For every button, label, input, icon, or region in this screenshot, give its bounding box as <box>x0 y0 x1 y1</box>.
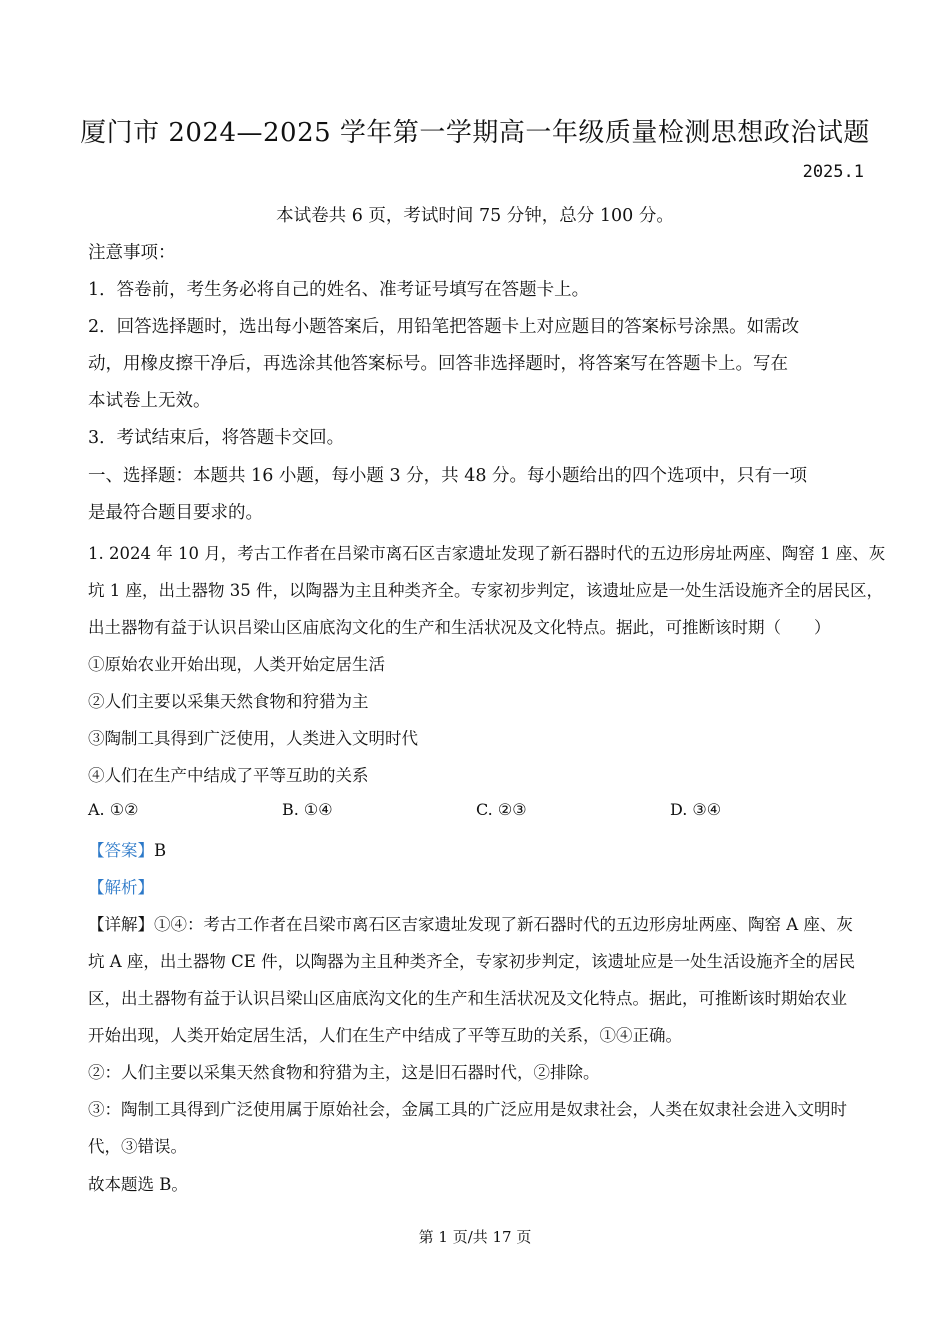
notice-item: 本试卷上无效。 <box>88 391 211 411</box>
detail-text: ②：人们主要以采集天然食物和狩猎为主，这是旧石器时代，②排除。 <box>88 1063 600 1082</box>
detail-text: 区，出土器物有益于认识吕梁山区庙底沟文化的生产和生活状况及文化特点。据此，可推断该时期始农业 <box>88 989 847 1008</box>
intro-line: 本试卷共 6 页，考试时间 75 分钟，总分 100 分。 <box>276 206 674 226</box>
analysis-line <box>88 874 154 898</box>
notice-heading: 注意事项： <box>88 243 176 263</box>
detail-label: 【详解】 <box>88 915 154 934</box>
exam-date: 2025.1 <box>802 162 864 182</box>
question-stem: 出土器物有益于认识吕梁山区庙底沟文化的生产和生活状况及文化特点。据此，可推断该时期（ ） <box>88 618 831 637</box>
detail-line <box>88 911 853 935</box>
detail-text: 坑 A 座，出土器物 CE 件，以陶器为主且种类齐全，专家初步判定，该遗址应是一处生活设施齐全的居民 <box>88 952 856 971</box>
page-footer: 第 1 页/共 17 页 <box>418 1228 532 1246</box>
answer-value: B <box>154 841 167 860</box>
answer-line <box>88 837 166 861</box>
question-stem: 坑 1 座，出土器物 35 件，以陶器为主且种类齐全。专家初步判定，该遗址应是一处生活设施齐全的居民区， <box>88 581 883 600</box>
section-heading-cont: 是最符合题目要求的。 <box>88 503 263 523</box>
answer-label: 【答案】 <box>88 841 154 860</box>
statement: ④人们在生产中结成了平等互助的关系 <box>88 766 369 785</box>
statement: ③陶制工具得到广泛使用，人类进入文明时代 <box>88 729 418 748</box>
page-title: 厦门市 2024—2025 学年第一学期高一年级质量检测思想政治试题 <box>80 118 870 148</box>
option-c: C. ②③ <box>476 800 527 819</box>
detail-text: ①④：考古工作者在吕梁市离石区吉家遗址发现了新石器时代的五边形房址两座、陶窑 A 座、灰 <box>154 915 853 934</box>
notice-item: 3．考试结束后，将答题卡交回。 <box>88 428 345 448</box>
option-d: D. ③④ <box>670 800 722 819</box>
statement: ②人们主要以采集天然食物和狩猎为主 <box>88 692 369 711</box>
statement: ①原始农业开始出现，人类开始定居生活 <box>88 655 385 674</box>
analysis-label: 【解析】 <box>88 878 154 897</box>
detail-text: 故本题选 B。 <box>88 1175 188 1194</box>
detail-text: 开始出现，人类开始定居生活，人们在生产中结成了平等互助的关系，①④正确。 <box>88 1026 682 1045</box>
option-a: A. ①② <box>88 800 139 819</box>
notice-item: 动，用橡皮擦干净后，再选涂其他答案标号。回答非选择题时，将答案写在答题卡上。写在 <box>88 354 788 374</box>
notice-item: 1．答卷前，考生务必将自己的姓名、准考证号填写在答题卡上。 <box>88 280 590 300</box>
question-stem: 1. 2024 年 10 月，考古工作者在吕梁市离石区吉家遗址发现了新石器时代的五边形房址两座、陶窑 1 座、灰 <box>88 544 886 563</box>
detail-text: 代，③错误。 <box>88 1137 187 1156</box>
option-b: B. ①④ <box>282 800 333 819</box>
section-heading: 一、选择题：本题共 16 小题，每小题 3 分，共 48 分。每小题给出的四个选项中，只有一项 <box>88 466 808 486</box>
notice-item: 2．回答选择题时，选出每小题答案后，用铅笔把答题卡上对应题目的答案标号涂黑。如需改 <box>88 317 800 337</box>
detail-text: ③：陶制工具得到广泛使用属于原始社会，金属工具的广泛应用是奴隶社会，人类在奴隶社会进入文明时 <box>88 1100 847 1119</box>
